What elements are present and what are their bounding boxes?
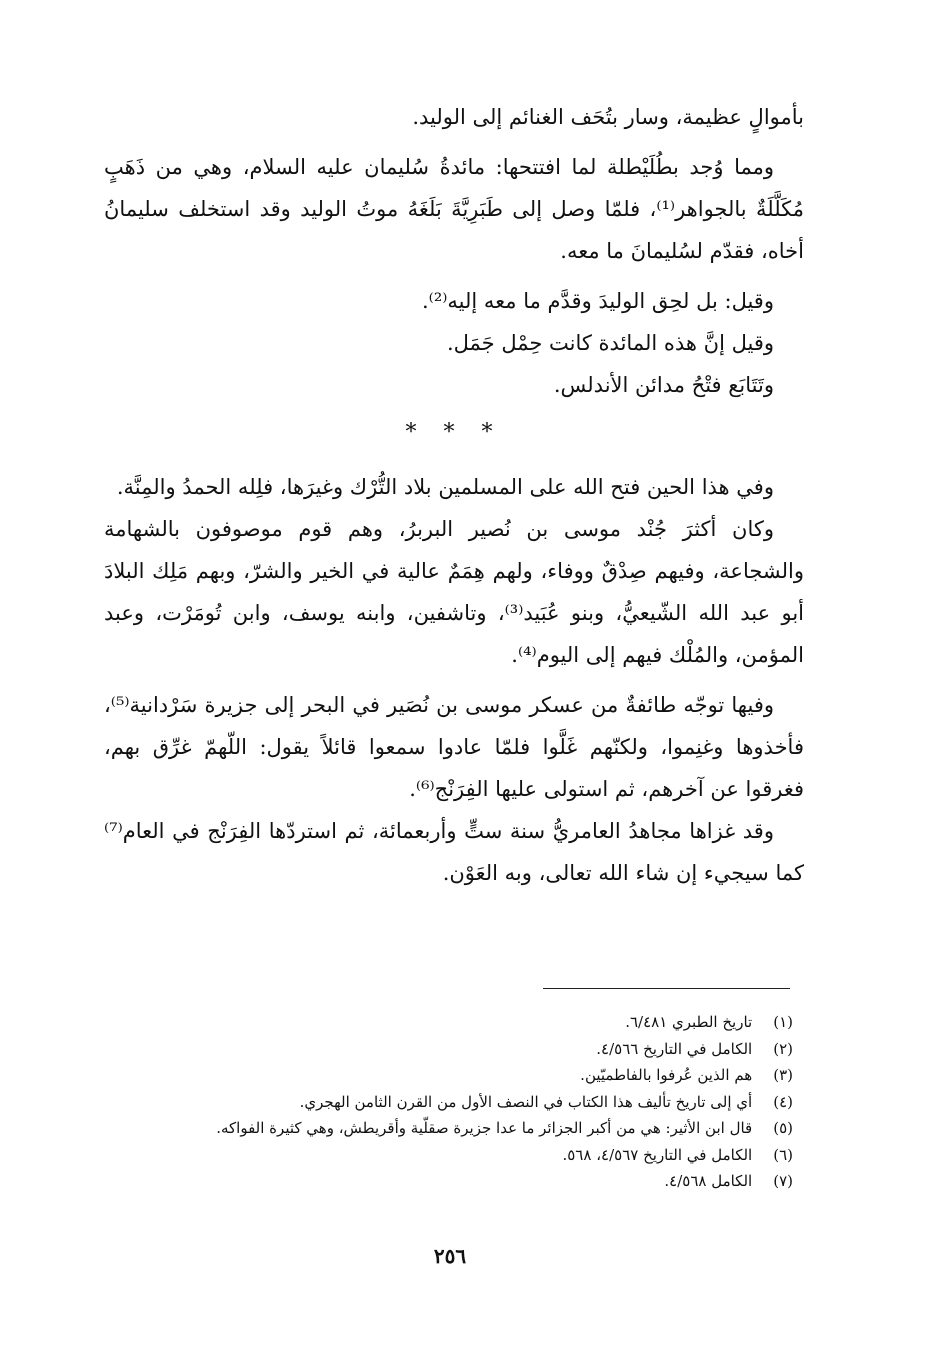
paragraph: وقيل إنَّ هذه المائدة كانت حِمْل جَمَل. <box>446 331 774 355</box>
footnote-number: (٤) <box>773 1092 793 1111</box>
footnote <box>133 1009 793 1036</box>
footnote-text: هم الذين عُرفوا بالفاطميّين. <box>580 1066 753 1084</box>
footnote-number: (٣) <box>773 1066 793 1084</box>
paragraph: وقد غزاها مجاهدُ العامريُّ سنة ستٍّ وأربعمائة، ثم استردّها الفِرَنْج في العام⁽⁷⁾ كما سيجيء إن شاء الله تعالى، وبه العَوْن. <box>104 819 804 885</box>
footnote-number: (٢) <box>773 1039 793 1058</box>
footnote <box>133 1036 793 1063</box>
footnote <box>133 1168 793 1195</box>
footnote-number: (٧) <box>773 1172 793 1190</box>
footnote-text: الكامل في التاريخ ٤/٥٦٦. <box>596 1039 753 1058</box>
footnote-divider <box>543 988 790 989</box>
paragraph: وكان أكثرَ جُنْد موسى بن نُصير البربرُ، وهم قوم موصوفون بالشهامة والشجاعة، وفيهم صِدْقٌ ووفاء، ولهم هِمَمٌ عالية في الخير والشرّ، وبهم مَلِك البلادَ أبو عبد الله الشّيعيُّ، وبنو عُبَيد⁽³⁾، وتاشفين، وابنه يوسف، وابن تُومَرْت، وعبد المؤمن، والمُلْك فيهم إلى اليوم⁽⁴⁾. <box>104 517 805 667</box>
footnotes <box>133 1009 793 1195</box>
footnote-number: (٥) <box>773 1119 793 1137</box>
footnote <box>133 1089 793 1116</box>
paragraph: وقيل: بل لحِق الوليدَ وقدَّم ما معه إليه⁽²⁾. <box>421 289 774 313</box>
paragraph: ومما وُجد بطُلَيْطلة لما افتتحها: مائدةُ سُليمان عليه السلام، وهي من ذَهَبٍ مُكَلَّلَةٌ بالجواهر⁽¹⁾، فلمّا وصل إلى طَبَرِيَّةَ بَلَغَهُ موتُ الوليد وقد استخلف سليمانُ أخاه، فقدّم لسُليمانَ ما معه. <box>104 155 805 263</box>
footnote-text: قال ابن الأثير: هي من أكبر الجزائر ما عدا جزيرة صقلّية وأقريطش، وهي كثيرة الفواكه. <box>216 1119 753 1137</box>
footnote-number: (١) <box>773 1013 793 1031</box>
main-text <box>104 96 804 894</box>
footnote <box>133 1062 793 1089</box>
footnote-number: (٦) <box>773 1145 793 1164</box>
footnote-text: الكامل في التاريخ ٤/٥٦٧، ٥٦٨. <box>562 1145 753 1164</box>
section-separator: * * * <box>405 420 503 445</box>
paragraph: وتَتَابَع فتْحُ مدائن الأندلس. <box>553 373 774 397</box>
footnote <box>133 1115 793 1142</box>
paragraph: بأموالٍ عظيمة، وسار بتُحَف الغنائم إلى الوليد. <box>412 105 804 129</box>
paragraph: وفي هذا الحين فتح الله على المسلمين بلاد التُّرْك وغيرَها، فلِله الحمدُ والمِنَّة. <box>116 475 774 499</box>
footnote <box>133 1142 793 1169</box>
footnote-text: الكامل ٤/٥٦٨. <box>664 1172 753 1190</box>
page-number: ٢٥٦ <box>433 1244 467 1268</box>
footnote-text: تاريخ الطبري ٦/٤٨١. <box>625 1013 753 1031</box>
footnote-text: أي إلى تاريخ تأليف هذا الكتاب في النصف الأول من القرن الثامن الهجري. <box>299 1092 753 1111</box>
paragraph: وفيها توجّه طائفةٌ من عسكر موسى بن نُصَير في البحر إلى جزيرة سَرْدانية⁽⁵⁾، فأخذوها وغنِموا، ولكنّهم غَلَّوا فلمّا عادوا سمعوا قائلاً يقول: اللّهمّ غرِّق بهم، فغرقوا عن آخرهم، ثم استولى عليها الفِرَنْج⁽⁶⁾. <box>104 693 804 801</box>
